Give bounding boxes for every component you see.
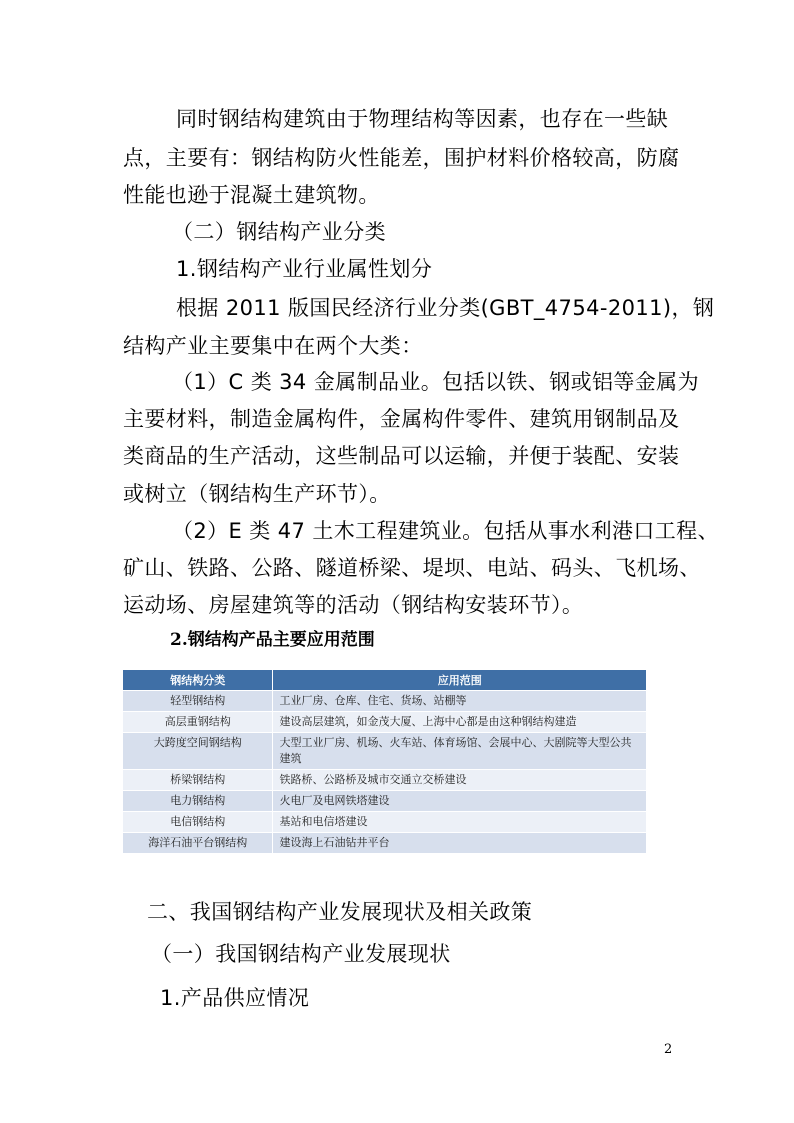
paragraph-line: 点，主要有：钢结构防火性能差，围护材料价格较高，防腐	[123, 146, 680, 170]
paragraph-line: 根据 2011 版国民经济行业分类(GBT_4754-2011)，钢	[176, 296, 715, 320]
paragraph-line: （1）C 类 34 金属制品业。包括以铁、钢或铝等金属为	[172, 370, 699, 394]
cell-category: 电信钢结构	[123, 812, 273, 833]
paragraph-line: （2）E 类 47 土木工程建筑业。包括从事水利港口工程、	[172, 519, 719, 543]
table-caption: 2.钢结构产品主要应用范围	[170, 630, 375, 650]
table-row	[123, 691, 647, 712]
cell-category: 桥梁钢结构	[123, 770, 273, 791]
table-row	[123, 712, 647, 733]
cell-category: 海洋石油平台钢结构	[123, 833, 273, 854]
section-heading: （二）钢结构产业分类	[172, 220, 386, 244]
page-number: 2	[664, 1042, 673, 1057]
cell-application: 建设海上石油钻井平台	[273, 833, 647, 854]
paragraph-line: 类商品的生产活动，这些制品可以运输，并便于装配、安装	[123, 444, 680, 468]
paragraph-line: 同时钢结构建筑由于物理结构等因素，也存在一些缺	[176, 107, 669, 131]
section-heading: （一）我国钢结构产业发展现状	[151, 942, 451, 966]
application-table	[123, 670, 647, 853]
subsection-heading: 1.钢结构产业行业属性划分	[176, 257, 433, 281]
cell-category: 高层重钢结构	[123, 712, 273, 733]
cell-application: 建设高层建筑，如金茂大厦、上海中心都是由这种钢结构建造	[273, 712, 647, 733]
cell-application: 基站和电信塔建设	[273, 812, 647, 833]
cell-application: 大型工业厂房、机场、火车站、体育场馆、会展中心、大剧院等大型公共建筑	[273, 733, 647, 770]
header-category: 钢结构分类	[123, 670, 273, 691]
chapter-heading: 二、我国钢结构产业发展现状及相关政策	[147, 900, 533, 924]
table-row	[123, 733, 647, 770]
header-application: 应用范围	[273, 670, 647, 691]
paragraph-line: 矿山、铁路、公路、隧道桥梁、堤坝、电站、码头、飞机场、	[123, 556, 701, 580]
table-row	[123, 833, 647, 854]
cell-category: 轻型钢结构	[123, 691, 273, 712]
table-row	[123, 770, 647, 791]
table-row	[123, 812, 647, 833]
table-row	[123, 791, 647, 812]
cell-application: 铁路桥、公路桥及城市交通立交桥建设	[273, 770, 647, 791]
paragraph-line: 或树立（钢结构生产环节）。	[123, 482, 391, 506]
paragraph-line: 主要材料，制造金属构件，金属构件零件、建筑用钢制品及	[123, 407, 680, 431]
cell-category: 大跨度空间钢结构	[123, 733, 273, 770]
paragraph-line: 性能也逊于混凝土建筑物。	[123, 183, 380, 207]
table-header-row	[123, 670, 647, 691]
subsection-heading: 1.产品供应情况	[160, 986, 310, 1010]
cell-application: 工业厂房、仓库、住宅、货场、站棚等	[273, 691, 647, 712]
paragraph-line: 运动场、房屋建筑等的活动（钢结构安装环节）。	[123, 593, 584, 617]
cell-application: 火电厂及电网铁塔建设	[273, 791, 647, 812]
cell-category: 电力钢结构	[123, 791, 273, 812]
paragraph-line: 结构产业主要集中在两个大类：	[123, 334, 423, 358]
